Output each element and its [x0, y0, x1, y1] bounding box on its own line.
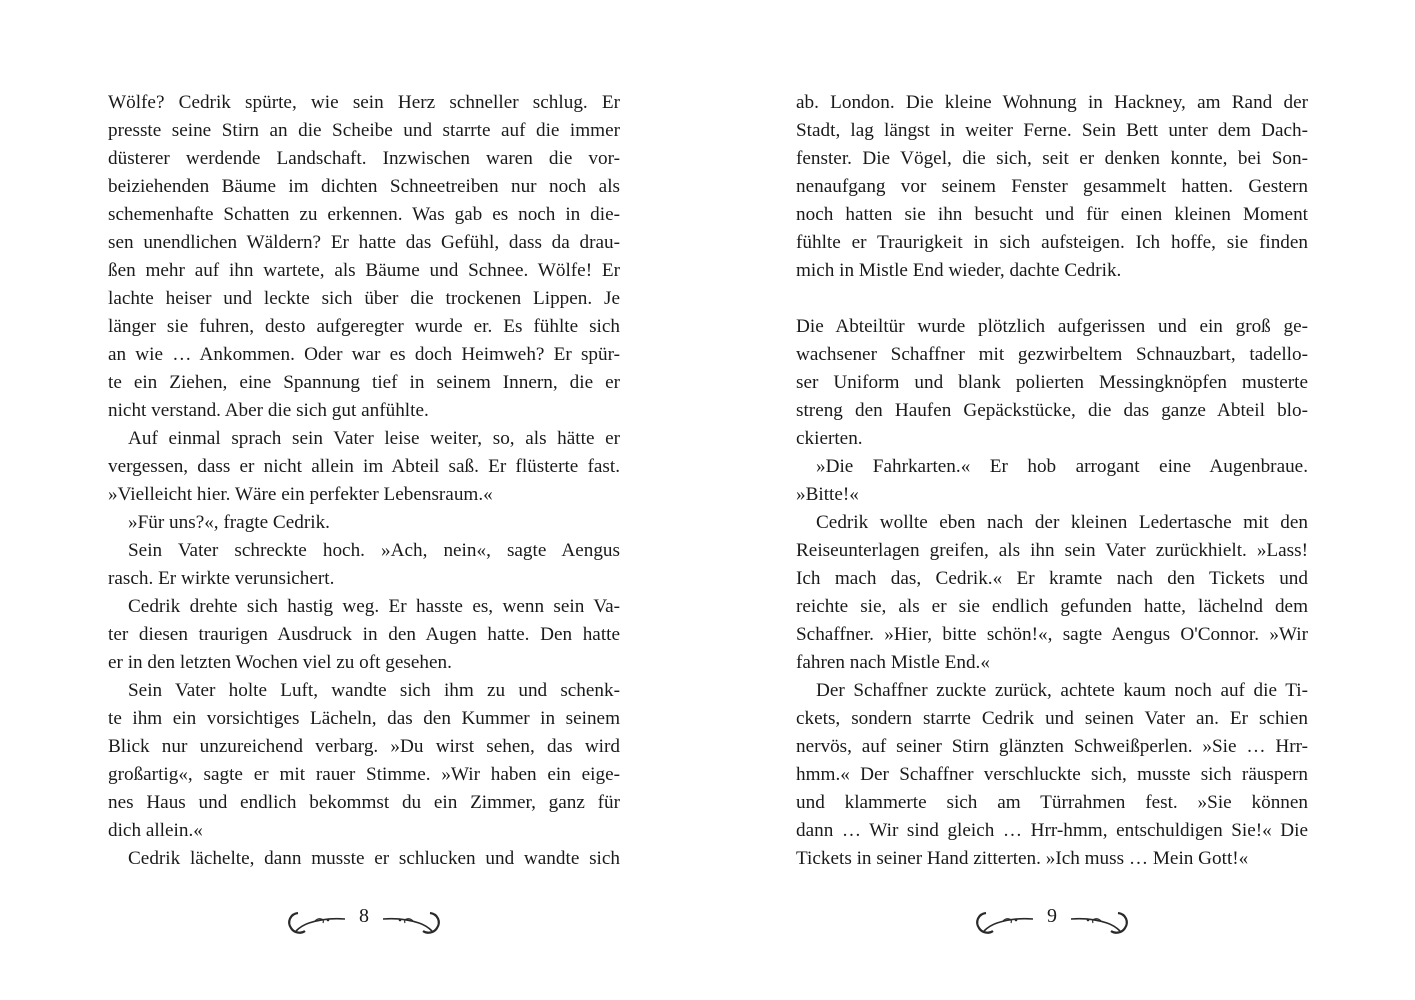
- text-line: dich allein.«: [108, 820, 203, 841]
- text-line: nenaufgang vor seinem Fenster gesammelt hatten. Gestern: [796, 176, 1308, 197]
- text-line: presste seine Stirn an die Scheibe und starrte auf die immer: [108, 120, 620, 141]
- text-line: reichte sie, als er sie endlich gefunden hatte, lächelnd dem: [796, 596, 1308, 617]
- text-line: Cedrik lächelte, dann musste er schlucken und wandte sich: [128, 848, 620, 869]
- text-line: wachsener Schaffner mit gezwirbeltem Schnauzbart, tadello-: [796, 344, 1308, 365]
- text-line: Der Schaffner zuckte zurück, achtete kaum noch auf die Ti-: [816, 680, 1308, 701]
- text-line: »Die Fahrkarten.« Er hob arrogant eine Augenbraue.: [816, 456, 1308, 477]
- text-line: beiziehenden Bäume im dichten Schneetreiben nur noch als: [108, 176, 620, 197]
- text-line: großartig«, sagte er mit rauer Stimme. »Wir haben ein eige-: [108, 764, 620, 785]
- folio-right: [967, 902, 1137, 942]
- right-page: [796, 89, 1308, 873]
- text-line: Wölfe? Cedrik spürte, wie sein Herz schneller schlug. Er: [108, 92, 620, 113]
- text-line: ckierten.: [796, 428, 863, 449]
- text-line: ab. London. Die kleine Wohnung in Hackney, am Rand der: [796, 92, 1308, 113]
- page-number: 8: [359, 905, 369, 927]
- text-line: noch hatten sie ihn besucht und für einen kleinen Moment: [796, 204, 1308, 225]
- text-line: fahren nach Mistle End.«: [796, 652, 990, 673]
- text-line: fenster. Die Vögel, die sich, seit er denken konnte, bei Son-: [796, 148, 1308, 169]
- text-line: rasch. Er wirkte verunsichert.: [108, 568, 335, 589]
- flourish-right-icon: [1069, 907, 1131, 937]
- flourish-left-icon: [973, 907, 1035, 937]
- text-line: nes Haus und endlich bekommst du ein Zimmer, ganz für: [108, 792, 620, 813]
- text-line: nervös, auf seiner Stirn glänzten Schweißperlen. »Sie … Hrr-: [796, 736, 1308, 757]
- text-line: an wie … Ankommen. Oder war es doch Heimweh? Er spür-: [108, 344, 620, 365]
- text-line: Cedrik wollte eben nach der kleinen Ledertasche mit den: [816, 512, 1308, 533]
- page-number: 9: [1047, 905, 1057, 927]
- text-line: ßen mehr auf ihn wartete, als Bäume und Schnee. Wölfe! Er: [108, 260, 620, 281]
- text-line: Sein Vater holte Luft, wandte sich ihm zu und schenk-: [128, 680, 620, 701]
- text-line: länger sie fuhren, desto aufgeregter wurde er. Es fühlte sich: [108, 316, 620, 337]
- text-line: Die Abteiltür wurde plötzlich aufgerissen und ein groß ge-: [796, 316, 1308, 337]
- text-line: ckets, sondern starrte Cedrik und seinen Vater an. Er schien: [796, 708, 1308, 729]
- text-line: schemenhafte Schatten zu erkennen. Was gab es noch in die-: [108, 204, 620, 225]
- text-line: te ein Ziehen, eine Spannung tief in seinem Innern, die er: [108, 372, 620, 393]
- text-line: sen unendlichen Wäldern? Er hatte das Gefühl, dass da drau-: [108, 232, 620, 253]
- text-line: er in den letzten Wochen viel zu oft gesehen.: [108, 652, 452, 673]
- text-line: Ich mach das, Cedrik.« Er kramte nach den Tickets und: [796, 568, 1308, 589]
- flourish-right-icon: [381, 907, 443, 937]
- section-break: [796, 285, 1308, 313]
- text-line: dann … Wir sind gleich … Hrr-hmm, entschuldigen Sie!« Die: [796, 820, 1308, 841]
- text-line: »Vielleicht hier. Wäre ein perfekter Lebensraum.«: [108, 484, 493, 505]
- text-line: »Für uns?«, fragte Cedrik.: [128, 512, 330, 533]
- text-line: Cedrik drehte sich hastig weg. Er hasste es, wenn sein Va-: [128, 596, 620, 617]
- text-line: »Bitte!«: [796, 484, 859, 505]
- text-line: hmm.« Der Schaffner verschluckte sich, musste sich räuspern: [796, 764, 1308, 785]
- text-line: nicht verstand. Aber die sich gut anfühlte.: [108, 400, 429, 421]
- text-line: Blick nur unzureichend verbarg. »Du wirst sehen, das wird: [108, 736, 620, 757]
- text-line: düsterer werdende Landschaft. Inzwischen waren die vor-: [108, 148, 620, 169]
- text-line: te ihm ein vorsichtiges Lächeln, das den Kummer in seinem: [108, 708, 620, 729]
- text-line: Reiseunterlagen greifen, als ihn sein Vater zurückhielt. »Lass!: [796, 540, 1308, 561]
- text-line: und klammerte sich am Türrahmen fest. »Sie können: [796, 792, 1308, 813]
- text-line: ter diesen traurigen Ausdruck in den Augen hatte. Den hatte: [108, 624, 620, 645]
- text-line: Stadt, lag längst in weiter Ferne. Sein Bett unter dem Dach-: [796, 120, 1308, 141]
- folio-left: [279, 902, 449, 942]
- left-page: [108, 89, 620, 873]
- flourish-left-icon: [285, 907, 347, 937]
- text-line: mich in Mistle End wieder, dachte Cedrik.: [796, 260, 1122, 281]
- text-line: Tickets in seiner Hand zitterten. »Ich muss … Mein Gott!«: [796, 848, 1249, 869]
- text-line: Schaffner. »Hier, bitte schön!«, sagte Aengus O'Connor. »Wir: [796, 624, 1308, 645]
- text-line: ser Uniform und blank polierten Messingknöpfen musterte: [796, 372, 1308, 393]
- text-line: vergessen, dass er nicht allein im Abteil saß. Er flüsterte fast.: [108, 456, 620, 477]
- text-line: streng den Haufen Gepäckstücke, die das ganze Abteil blo-: [796, 400, 1308, 421]
- text-line: Sein Vater schreckte hoch. »Ach, nein«, sagte Aengus: [128, 540, 620, 561]
- text-line: fühlte er Traurigkeit in sich aufsteigen. Ich hoffe, sie finden: [796, 232, 1308, 253]
- text-line: lachte heiser und leckte sich über die trockenen Lippen. Je: [108, 288, 620, 309]
- text-line: Auf einmal sprach sein Vater leise weiter, so, als hätte er: [128, 428, 620, 449]
